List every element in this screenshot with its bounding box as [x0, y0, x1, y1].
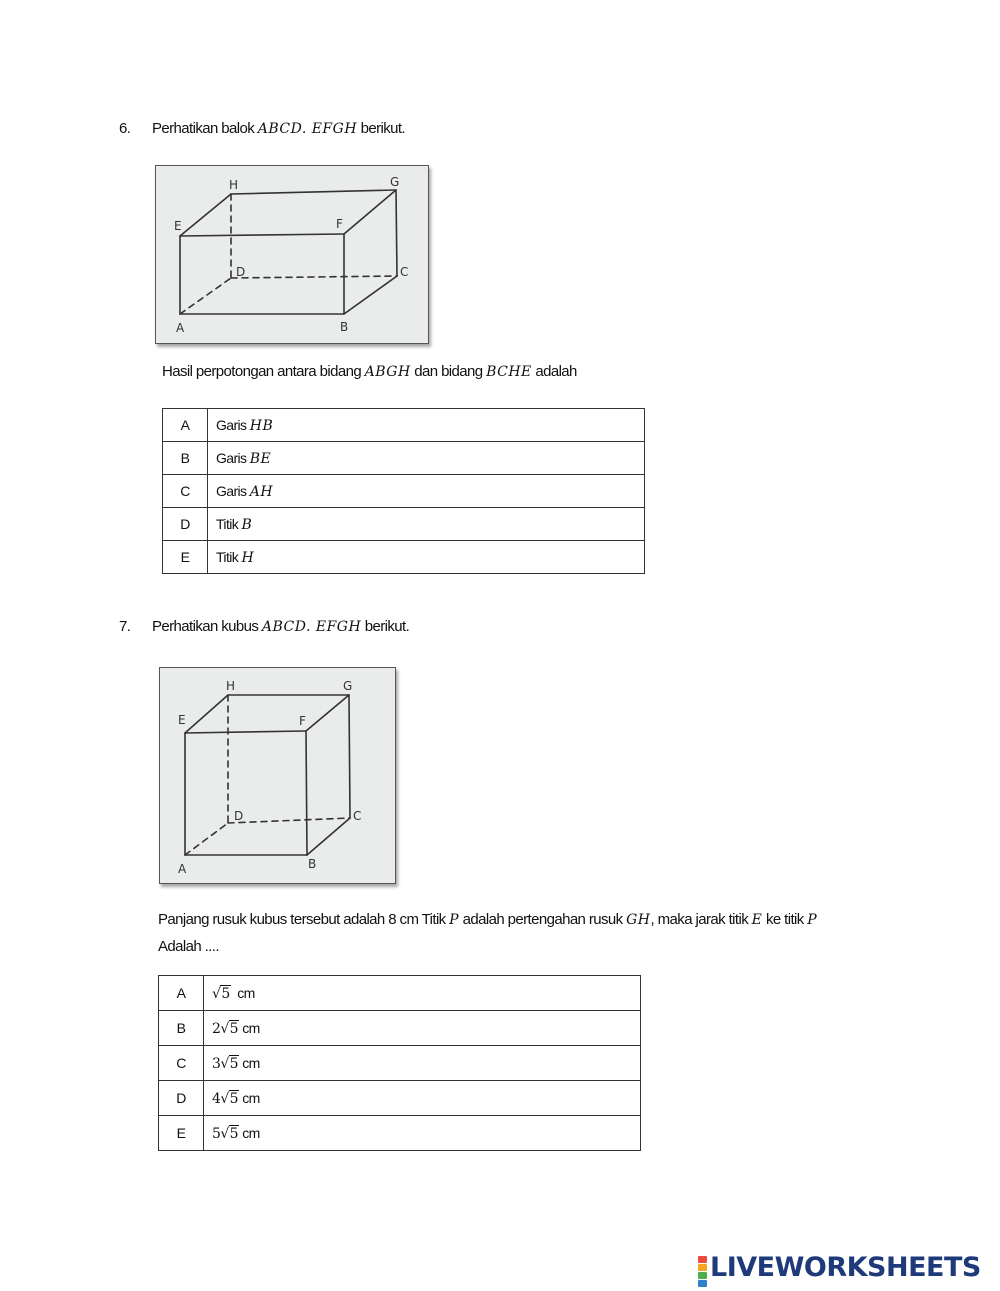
option-text: 2√5 cm — [204, 1011, 641, 1046]
question-6-number: 6. — [119, 120, 131, 137]
label-h: H — [226, 679, 236, 693]
label-h: H — [229, 178, 239, 192]
option-row[interactable] — [163, 508, 645, 541]
option-row[interactable] — [163, 541, 645, 574]
option-key: C — [163, 475, 208, 508]
question-text: Hasil perpotongan antara bidang — [162, 363, 365, 380]
question-6-intro — [152, 120, 405, 137]
question-7-text: Panjang rusuk kubus tersebut adalah 8 cm Titik P adalah pertengahan rusuk GH, maka jarak titik E ke titik P — [158, 911, 818, 928]
option-key: E — [163, 541, 208, 574]
intro-text-end: berikut. — [361, 618, 410, 635]
label-d: D — [234, 809, 244, 823]
option-text: Titik B — [208, 508, 645, 541]
question-7-number: 7. — [119, 618, 131, 635]
question-text-end: adalah — [531, 363, 577, 380]
question-7-intro — [152, 618, 409, 635]
label-a: A — [176, 321, 185, 335]
option-key: B — [163, 442, 208, 475]
label-f: F — [336, 217, 343, 231]
plane-abgh: ABGH — [364, 364, 411, 380]
option-key: D — [159, 1081, 204, 1116]
option-key: A — [159, 976, 204, 1011]
option-row[interactable] — [163, 409, 645, 442]
option-text: Titik H — [208, 541, 645, 574]
intro-math: ABCD. EFGH — [257, 121, 358, 137]
option-text: 3√5 cm — [204, 1046, 641, 1081]
option-text: √5 cm — [204, 976, 641, 1011]
question-7-text-line2: Adalah .... — [158, 938, 219, 955]
label-g: G — [343, 679, 353, 693]
logo-icon — [698, 1255, 707, 1288]
option-row[interactable] — [159, 1011, 641, 1046]
option-row[interactable] — [159, 976, 641, 1011]
label-c: C — [400, 265, 409, 279]
label-f: F — [299, 714, 306, 728]
label-b: B — [340, 320, 349, 334]
intro-text: Perhatikan kubus — [152, 618, 262, 635]
option-text: Garis HB — [208, 409, 645, 442]
question-7-options — [158, 975, 641, 1151]
cuboid-figure — [155, 165, 429, 344]
option-row[interactable] — [159, 1081, 641, 1116]
label-c: C — [353, 809, 362, 823]
option-key: C — [159, 1046, 204, 1081]
option-text: 4√5 cm — [204, 1081, 641, 1116]
option-text: Garis BE — [208, 442, 645, 475]
question-text-mid: dan bidang — [410, 363, 487, 380]
logo-text: LIVEWORKSHEETS — [710, 1252, 981, 1283]
label-e: E — [178, 713, 186, 727]
option-key: B — [159, 1011, 204, 1046]
option-key: A — [163, 409, 208, 442]
intro-math: ABCD. EFGH — [261, 619, 362, 635]
intro-text-end: berikut. — [357, 120, 406, 137]
option-key: E — [159, 1116, 204, 1151]
option-text: 5√5 cm — [204, 1116, 641, 1151]
plane-bche: BCHE — [486, 364, 532, 380]
label-a: A — [178, 862, 187, 876]
question-6-options — [162, 408, 645, 574]
cube-figure — [159, 667, 396, 884]
label-e: E — [174, 219, 182, 233]
option-row[interactable] — [163, 442, 645, 475]
label-b: B — [308, 857, 317, 871]
option-key: D — [163, 508, 208, 541]
option-row[interactable] — [159, 1046, 641, 1081]
label-d: D — [236, 265, 246, 279]
label-g: G — [390, 175, 400, 189]
liveworksheets-logo — [698, 1252, 981, 1288]
intro-text: Perhatikan balok — [152, 120, 258, 137]
question-6-text — [162, 363, 577, 380]
option-text: Garis AH — [208, 475, 645, 508]
option-row[interactable] — [163, 475, 645, 508]
option-row[interactable] — [159, 1116, 641, 1151]
